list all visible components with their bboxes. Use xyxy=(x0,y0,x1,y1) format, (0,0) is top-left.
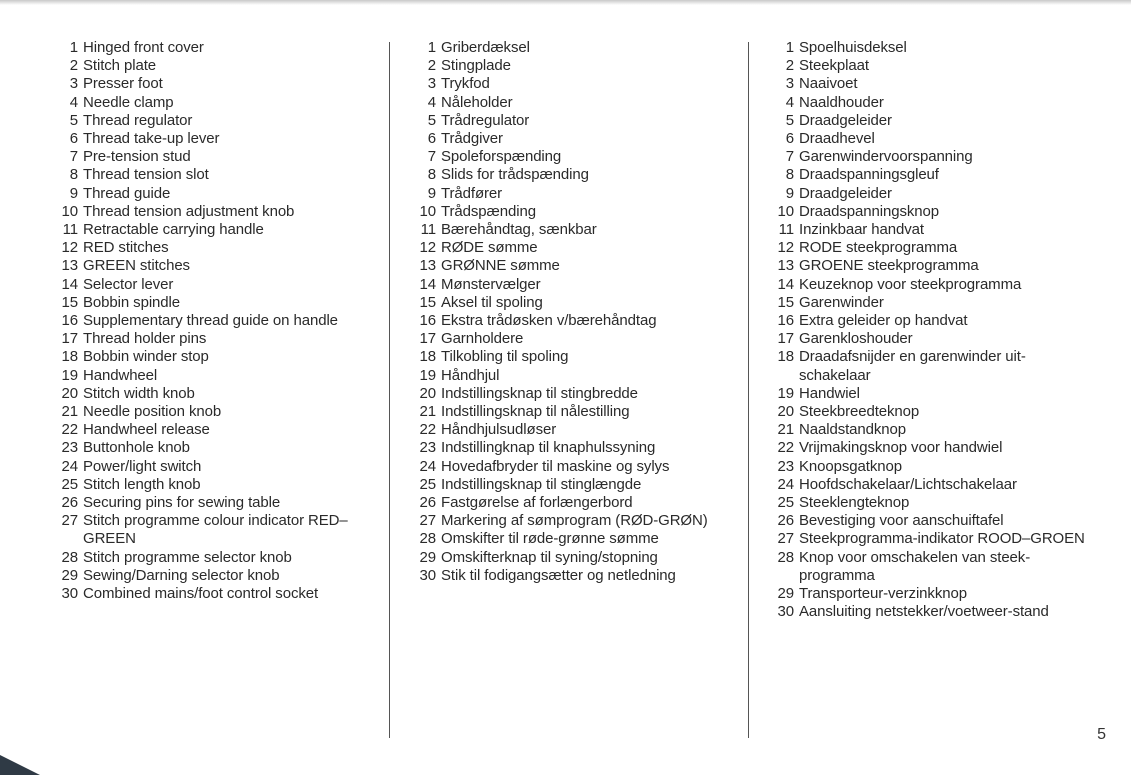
item-number: 8 xyxy=(785,166,794,184)
item-label: Steeklengteknop xyxy=(799,494,910,512)
item-label: Naaldstandknop xyxy=(799,421,907,439)
item-number: 20 xyxy=(61,384,78,402)
item-label: GREEN stitches xyxy=(83,257,190,275)
item-label: Trådregulator xyxy=(441,111,530,129)
item-label: Thread regulator xyxy=(83,111,193,129)
item-label: Omskifterknap til syning/stopning xyxy=(441,548,658,566)
list-item xyxy=(52,221,377,239)
item-number: 17 xyxy=(777,330,794,348)
list-item xyxy=(410,458,730,476)
item-label: Power/light switch xyxy=(83,457,202,475)
item-label: Stitch length knob xyxy=(83,475,201,493)
item-label: Garnholdere xyxy=(441,330,524,348)
item-number: 21 xyxy=(419,403,436,421)
list-item xyxy=(768,512,1088,530)
list-item xyxy=(52,257,377,275)
item-label: Håndhjulsudløser xyxy=(441,421,557,439)
item-label: Draadgeleider xyxy=(799,111,892,129)
item-label: Stitch width knob xyxy=(83,384,195,402)
item-number: 14 xyxy=(777,275,794,293)
item-label: Omskifter til røde-grønne sømme xyxy=(441,530,659,548)
list-item xyxy=(52,567,377,585)
list-item xyxy=(768,458,1088,476)
item-label: Presser foot xyxy=(83,75,163,93)
list-item xyxy=(410,439,730,457)
list-item xyxy=(410,421,730,439)
item-number: 16 xyxy=(419,312,436,330)
item-label: Aansluiting netstekker/voetweer-stand xyxy=(799,603,1049,621)
item-label: Draadafsnijder en garenwinder uit-schakelaar xyxy=(799,348,1026,384)
list-item xyxy=(768,112,1088,130)
item-label: GROENE steekprogramma xyxy=(799,257,979,275)
list-item xyxy=(52,585,377,603)
item-label: Mønstervælger xyxy=(441,275,541,293)
list-item xyxy=(52,348,377,366)
list-item xyxy=(410,312,730,330)
list-item xyxy=(52,312,377,330)
item-number: 9 xyxy=(427,184,436,202)
item-number: 3 xyxy=(427,75,436,93)
item-label: Nåleholder xyxy=(441,93,513,111)
list-item xyxy=(410,185,730,203)
item-number: 29 xyxy=(61,566,78,584)
item-number: 18 xyxy=(61,348,78,366)
list-item xyxy=(52,75,377,93)
item-number: 25 xyxy=(777,494,794,512)
item-number: 26 xyxy=(777,512,794,530)
item-label: Trådfører xyxy=(441,184,503,202)
item-label: Garenkloshouder xyxy=(799,330,913,348)
list-item xyxy=(52,385,377,403)
item-number: 13 xyxy=(61,257,78,275)
item-number: 10 xyxy=(777,202,794,220)
item-label: Thread holder pins xyxy=(83,330,207,348)
item-number: 4 xyxy=(69,93,78,111)
item-label: Draadgeleider xyxy=(799,184,892,202)
list-item xyxy=(768,185,1088,203)
item-number: 11 xyxy=(420,221,436,239)
item-label: Draadspanningsgleuf xyxy=(799,166,939,184)
list-item xyxy=(768,348,1088,384)
item-number: 14 xyxy=(419,275,436,293)
item-label: Spoelhuisdeksel xyxy=(799,39,907,56)
item-number: 10 xyxy=(419,202,436,220)
scan-edge xyxy=(0,0,1131,5)
item-label: Garenwindervoorspanning xyxy=(799,148,973,166)
list-item xyxy=(768,130,1088,148)
item-number: 21 xyxy=(777,421,794,439)
item-label: Handwiel xyxy=(799,384,860,402)
item-number: 6 xyxy=(69,130,78,148)
item-label: Indstillingknap til knaphulssyning xyxy=(441,439,656,457)
list-item xyxy=(52,112,377,130)
item-label: RØDE sømme xyxy=(441,239,538,257)
list-item xyxy=(410,476,730,494)
list-item xyxy=(52,512,377,548)
item-label: Draadhevel xyxy=(799,130,875,148)
item-number: 11 xyxy=(62,221,78,239)
list-item xyxy=(768,421,1088,439)
page-number: 5 xyxy=(1097,726,1106,743)
list-item xyxy=(52,367,377,385)
item-number: 5 xyxy=(69,111,78,129)
item-number: 10 xyxy=(61,202,78,220)
item-label: RED stitches xyxy=(83,239,169,257)
item-number: 6 xyxy=(785,130,794,148)
item-number: 22 xyxy=(777,439,794,457)
list-item xyxy=(768,439,1088,457)
list-item xyxy=(768,530,1088,548)
item-number: 13 xyxy=(419,257,436,275)
item-number: 3 xyxy=(785,75,794,93)
list-item xyxy=(768,330,1088,348)
list-item xyxy=(768,294,1088,312)
list-item xyxy=(410,549,730,567)
item-number: 24 xyxy=(777,475,794,493)
item-number: 2 xyxy=(427,57,436,75)
item-label: Sewing/Darning selector knob xyxy=(83,566,280,584)
item-label: Thread guide xyxy=(83,184,171,202)
list-item xyxy=(768,603,1088,621)
item-label: Trykfod xyxy=(441,75,490,93)
item-number: 28 xyxy=(419,530,436,548)
item-number: 18 xyxy=(419,348,436,366)
list-item xyxy=(768,94,1088,112)
item-number: 2 xyxy=(785,57,794,75)
list-item xyxy=(410,130,730,148)
item-number: 23 xyxy=(777,457,794,475)
item-label: Bærehåndtag, sænkbar xyxy=(441,221,597,239)
list-item xyxy=(768,203,1088,221)
list-item xyxy=(410,57,730,75)
list-item xyxy=(768,494,1088,512)
item-number: 12 xyxy=(777,239,794,257)
list-item xyxy=(52,203,377,221)
item-label: Bobbin spindle xyxy=(83,293,181,311)
list-item xyxy=(410,512,730,530)
item-number: 29 xyxy=(777,585,794,603)
item-label: Stitch plate xyxy=(83,57,157,75)
item-number: 27 xyxy=(419,512,436,530)
item-number: 19 xyxy=(61,366,78,384)
list-item xyxy=(52,130,377,148)
item-label: Tilkobling til spoling xyxy=(441,348,569,366)
list-item xyxy=(410,239,730,257)
list-item xyxy=(410,385,730,403)
list-item xyxy=(410,94,730,112)
item-label: Transporteur-verzinkknop xyxy=(799,585,967,603)
item-number: 20 xyxy=(419,384,436,402)
list-item xyxy=(410,203,730,221)
item-number: 23 xyxy=(419,439,436,457)
list-item xyxy=(768,39,1088,57)
item-label: Needle position knob xyxy=(83,403,222,421)
item-label: Stitch programme colour indicator RED–GREEN xyxy=(83,512,348,548)
item-number: 15 xyxy=(777,293,794,311)
list-item xyxy=(768,239,1088,257)
item-label: Selector lever xyxy=(83,275,174,293)
list-item xyxy=(52,403,377,421)
list-item xyxy=(52,330,377,348)
list-item xyxy=(410,148,730,166)
english-parts-list xyxy=(52,39,377,603)
item-label: Handwheel release xyxy=(83,421,210,439)
item-number: 7 xyxy=(785,148,794,166)
item-number: 12 xyxy=(419,239,436,257)
item-number: 9 xyxy=(69,184,78,202)
column-divider xyxy=(748,42,749,738)
list-item xyxy=(410,276,730,294)
list-item xyxy=(410,112,730,130)
list-item xyxy=(768,476,1088,494)
item-number: 30 xyxy=(61,585,78,603)
item-number: 17 xyxy=(419,330,436,348)
list-item xyxy=(768,403,1088,421)
item-number: 28 xyxy=(777,548,794,566)
item-label: Stitch programme selector knob xyxy=(83,548,292,566)
item-label: Stik til fodigangsætter og netledning xyxy=(441,566,676,584)
list-item xyxy=(768,549,1088,585)
corner-mark xyxy=(0,755,40,775)
item-label: Securing pins for sewing table xyxy=(83,494,281,512)
item-label: Fastgørelse af forlængerbord xyxy=(441,494,633,512)
item-number: 12 xyxy=(61,239,78,257)
column-divider xyxy=(389,42,390,738)
list-item xyxy=(410,257,730,275)
item-number: 22 xyxy=(61,421,78,439)
list-item xyxy=(768,221,1088,239)
item-number: 24 xyxy=(61,457,78,475)
item-number: 20 xyxy=(777,403,794,421)
item-number: 8 xyxy=(427,166,436,184)
item-label: Stingplade xyxy=(441,57,511,75)
item-label: Hovedafbryder til maskine og sylys xyxy=(441,457,670,475)
item-number: 17 xyxy=(61,330,78,348)
item-number: 6 xyxy=(427,130,436,148)
list-item xyxy=(768,57,1088,75)
list-item xyxy=(52,39,377,57)
item-label: Steekplaat xyxy=(799,57,869,75)
list-item xyxy=(410,494,730,512)
item-label: Knop voor omschakelen van steek-programma xyxy=(799,548,1031,584)
item-label: GRØNNE sømme xyxy=(441,257,560,275)
list-item xyxy=(410,166,730,184)
item-number: 19 xyxy=(777,384,794,402)
list-item xyxy=(52,439,377,457)
list-item xyxy=(52,494,377,512)
item-label: Inzinkbaar handvat xyxy=(799,221,924,239)
item-label: Hoofdschakelaar/Lichtschakelaar xyxy=(799,475,1017,493)
list-item xyxy=(52,239,377,257)
dutch-parts-list xyxy=(768,39,1088,622)
item-label: Griberdæksel xyxy=(441,39,530,56)
item-number: 29 xyxy=(419,548,436,566)
list-item xyxy=(410,294,730,312)
item-label: Trådspænding xyxy=(441,202,536,220)
item-number: 13 xyxy=(777,257,794,275)
item-label: Vrijmakingsknop voor handwiel xyxy=(799,439,1003,457)
item-number: 9 xyxy=(785,184,794,202)
item-label: Draadspanningsknop xyxy=(799,202,939,220)
item-label: Markering af sømprogram (RØD-GRØN) xyxy=(441,512,708,530)
list-item xyxy=(410,567,730,585)
list-item xyxy=(52,166,377,184)
item-label: Garenwinder xyxy=(799,293,884,311)
item-label: Indstillingsknap til stingbredde xyxy=(441,384,638,402)
danish-parts-list xyxy=(410,39,730,585)
list-item xyxy=(52,57,377,75)
item-label: RODE steekprogramma xyxy=(799,239,958,257)
item-label: Supplementary thread guide on handle xyxy=(83,312,338,330)
list-item xyxy=(768,166,1088,184)
item-label: Spoleforspænding xyxy=(441,148,562,166)
item-number: 5 xyxy=(785,111,794,129)
item-number: 15 xyxy=(61,293,78,311)
item-label: Håndhjul xyxy=(441,366,500,384)
item-number: 4 xyxy=(785,93,794,111)
item-number: 30 xyxy=(777,603,794,621)
list-item xyxy=(768,385,1088,403)
item-number: 15 xyxy=(419,293,436,311)
list-item xyxy=(52,185,377,203)
item-label: Hinged front cover xyxy=(83,39,204,56)
list-item xyxy=(410,75,730,93)
item-label: Trådgiver xyxy=(441,130,503,148)
list-item xyxy=(410,403,730,421)
item-number: 8 xyxy=(69,166,78,184)
item-label: Ekstra trådøsken v/bærehåndtag xyxy=(441,312,657,330)
item-number: 18 xyxy=(777,348,794,366)
item-number: 30 xyxy=(419,566,436,584)
item-number: 14 xyxy=(61,275,78,293)
item-label: Extra geleider op handvat xyxy=(799,312,968,330)
list-item xyxy=(52,458,377,476)
item-number: 16 xyxy=(61,312,78,330)
item-number: 26 xyxy=(61,494,78,512)
item-label: Combined mains/foot control socket xyxy=(83,585,319,603)
list-item xyxy=(768,585,1088,603)
item-label: Aksel til spoling xyxy=(441,293,543,311)
item-label: Slids for trådspænding xyxy=(441,166,589,184)
item-label: Retractable carrying handle xyxy=(83,221,264,239)
item-label: Buttonhole knob xyxy=(83,439,190,457)
list-item xyxy=(410,367,730,385)
item-label: Naaldhouder xyxy=(799,93,884,111)
item-number: 5 xyxy=(427,111,436,129)
item-label: Naaivoet xyxy=(799,75,858,93)
item-label: Handwheel xyxy=(83,366,158,384)
list-item xyxy=(52,421,377,439)
item-label: Pre-tension stud xyxy=(83,148,191,166)
item-number: 21 xyxy=(61,403,78,421)
list-item xyxy=(52,148,377,166)
list-item xyxy=(410,348,730,366)
item-label: Knoopsgatknop xyxy=(799,457,902,475)
item-label: Thread take-up lever xyxy=(83,130,220,148)
list-item xyxy=(410,39,730,57)
item-number: 1 xyxy=(427,39,436,56)
list-item xyxy=(52,549,377,567)
item-number: 28 xyxy=(61,548,78,566)
list-item xyxy=(410,530,730,548)
item-number: 24 xyxy=(419,457,436,475)
item-number: 3 xyxy=(69,75,78,93)
item-label: Bobbin winder stop xyxy=(83,348,209,366)
item-number: 25 xyxy=(419,475,436,493)
item-label: Keuzeknop voor steekprogramma xyxy=(799,275,1022,293)
item-number: 16 xyxy=(777,312,794,330)
item-number: 1 xyxy=(785,39,794,56)
list-item xyxy=(410,330,730,348)
item-number: 4 xyxy=(427,93,436,111)
item-label: Indstillingsknap til nålestilling xyxy=(441,403,630,421)
list-item xyxy=(768,257,1088,275)
list-item xyxy=(52,94,377,112)
item-label: Steekprogramma-indikator ROOD–GROEN xyxy=(799,530,1085,548)
item-number: 23 xyxy=(61,439,78,457)
item-number: 1 xyxy=(69,39,78,56)
item-number: 2 xyxy=(69,57,78,75)
list-item xyxy=(52,276,377,294)
item-number: 11 xyxy=(778,221,794,239)
item-number: 7 xyxy=(69,148,78,166)
item-label: Thread tension slot xyxy=(83,166,209,184)
item-label: Needle clamp xyxy=(83,93,174,111)
list-item xyxy=(52,294,377,312)
list-item xyxy=(768,276,1088,294)
item-number: 7 xyxy=(427,148,436,166)
list-item xyxy=(768,148,1088,166)
item-label: Indstillingsknap til stinglængde xyxy=(441,475,642,493)
list-item xyxy=(768,75,1088,93)
item-number: 26 xyxy=(419,494,436,512)
item-label: Thread tension adjustment knob xyxy=(83,202,295,220)
list-item xyxy=(410,221,730,239)
list-item xyxy=(52,476,377,494)
list-item xyxy=(768,312,1088,330)
item-number: 22 xyxy=(419,421,436,439)
item-number: 25 xyxy=(61,475,78,493)
item-number: 27 xyxy=(61,512,78,530)
item-label: Bevestiging voor aanschuiftafel xyxy=(799,512,1004,530)
item-number: 27 xyxy=(777,530,794,548)
item-label: Steekbreedteknop xyxy=(799,403,920,421)
item-number: 19 xyxy=(419,366,436,384)
